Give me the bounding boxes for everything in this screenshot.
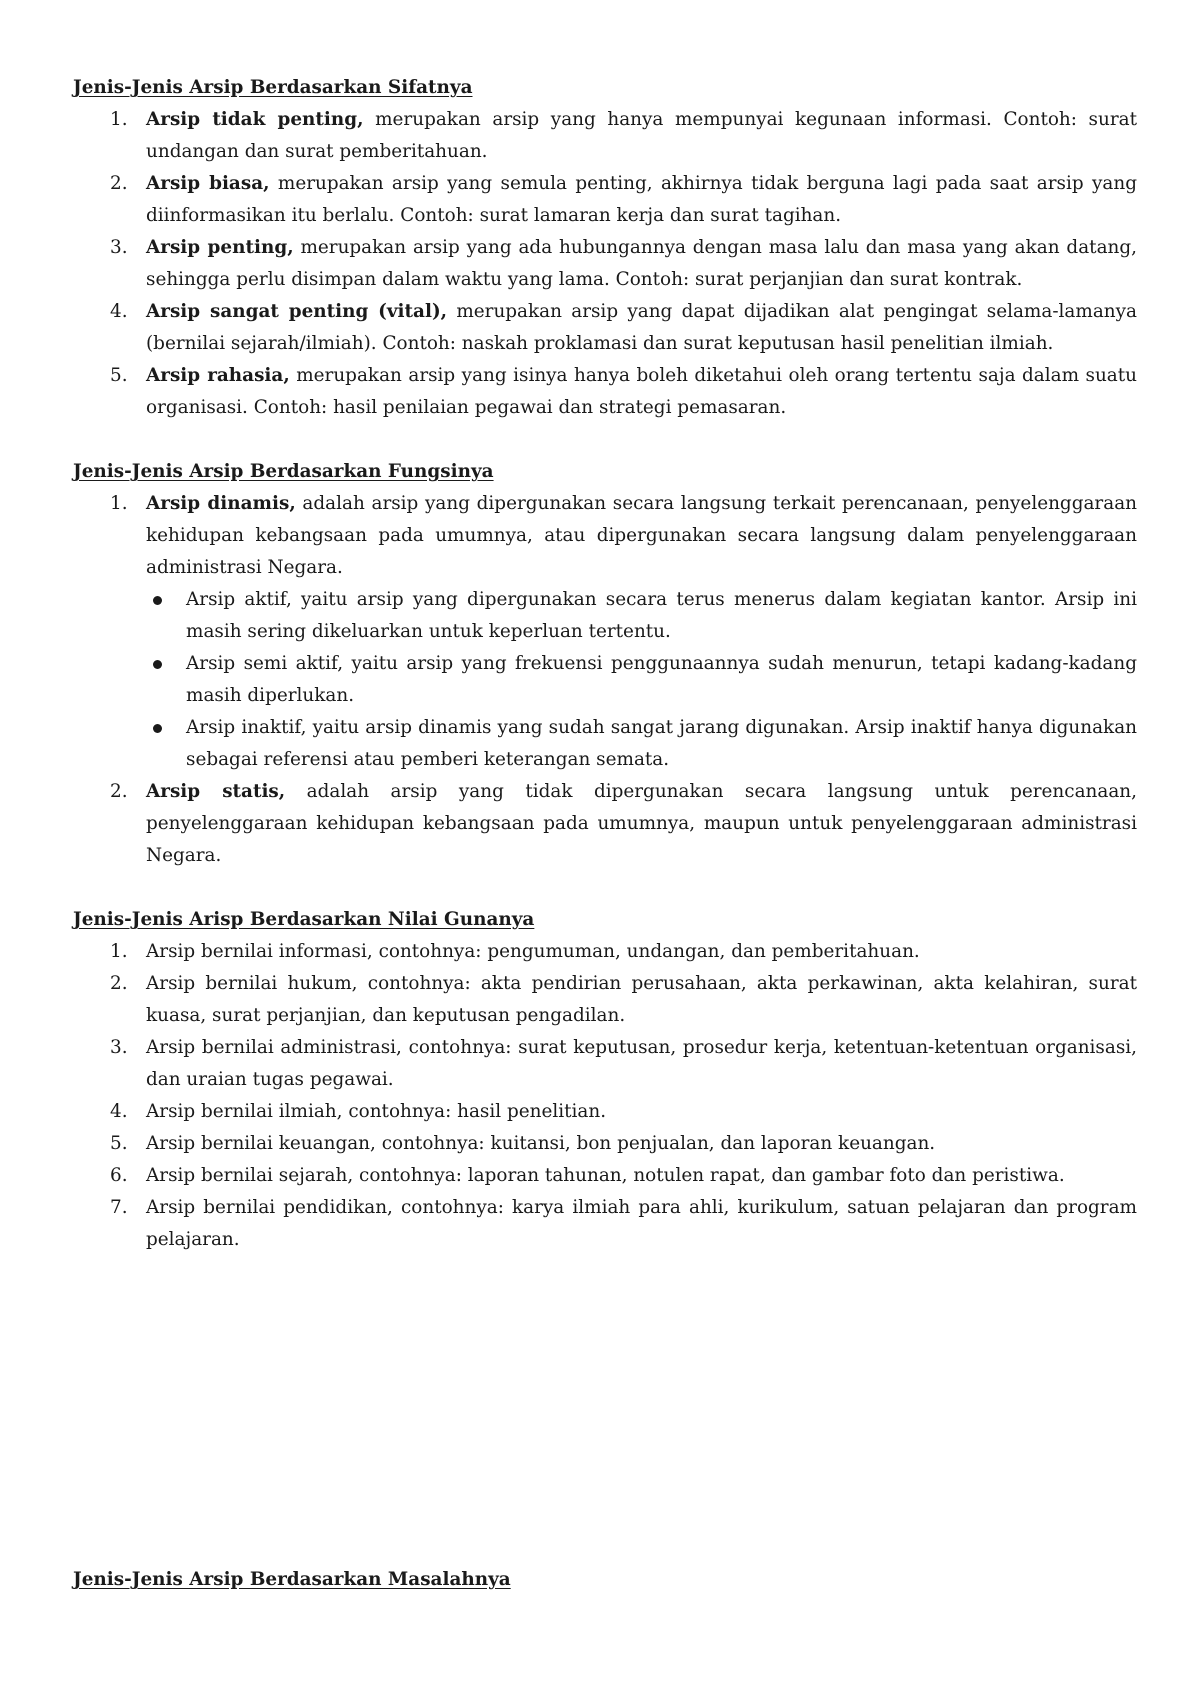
item-number: 3. bbox=[110, 1037, 128, 1058]
list-item bbox=[73, 1192, 1137, 1256]
item-number: 6. bbox=[110, 1165, 128, 1186]
item-text: merupakan arsip yang semula penting, akhirnya tidak berguna lagi pada saat arsip yang diinformasikan itu berlalu. Contoh: surat lamaran kerja dan surat tagihan. bbox=[146, 173, 1137, 226]
item-text: adalah arsip yang dipergunakan secara langsung terkait perencanaan, penyelenggaraan kehidupan kebangsaan pada umumnya, atau dipergunakan secara langsung dalam penyelenggaraan administrasi Negara. bbox=[146, 493, 1137, 578]
bullet-text: Arsip semi aktif, yaitu arsip yang frekuensi penggunaannya sudah menurun, tetapi kadang-kadang masih diperlukan. bbox=[186, 653, 1137, 706]
section-title: Jenis-Jenis Arisp Berdasarkan Nilai Gunanya bbox=[73, 909, 535, 930]
item-text: Arsip bernilai administrasi, contohnya: surat keputusan, prosedur kerja, ketentuan-ketentuan organisasi, dan uraian tugas pegawai. bbox=[146, 1037, 1137, 1090]
item-text: Arsip bernilai pendidikan, contohnya: karya ilmiah para ahli, kurikulum, satuan pelajaran dan program pelajaran. bbox=[146, 1197, 1137, 1250]
item-text: merupakan arsip yang hanya mempunyai kegunaan informasi. Contoh: surat undangan dan surat pemberitahuan. bbox=[146, 109, 1137, 162]
numbered-list bbox=[73, 104, 1137, 424]
list-item bbox=[73, 360, 1137, 424]
section-title: Jenis-Jenis Arsip Berdasarkan Masalahnya bbox=[73, 1569, 511, 1590]
list-item bbox=[73, 968, 1137, 1032]
item-text: merupakan arsip yang dapat dijadikan alat pengingat selama-lamanya (bernilai sejarah/ilmiah). Contoh: naskah proklamasi dan surat keputusan hasil penelitian ilmiah. bbox=[146, 301, 1137, 354]
item-term: Arsip statis, bbox=[146, 781, 286, 802]
list-item bbox=[73, 1032, 1137, 1096]
item-text: merupakan arsip yang ada hubungannya dengan masa lalu dan masa yang akan datang, sehingga perlu disimpan dalam waktu yang lama. Contoh: surat perjanjian dan surat kontrak. bbox=[146, 237, 1137, 290]
item-text: Arsip bernilai sejarah, contohnya: laporan tahunan, notulen rapat, dan gambar foto dan peristiwa. bbox=[146, 1165, 1065, 1186]
bullet-item bbox=[146, 584, 1137, 648]
section-title: Jenis-Jenis Arsip Berdasarkan Fungsinya bbox=[73, 461, 494, 482]
item-text: Arsip bernilai informasi, contohnya: pengumuman, undangan, dan pemberitahuan. bbox=[146, 941, 920, 962]
item-number: 2. bbox=[110, 781, 128, 802]
list-item bbox=[73, 168, 1137, 232]
item-text: Arsip bernilai keuangan, contohnya: kuitansi, bon penjualan, dan laporan keuangan. bbox=[146, 1133, 936, 1154]
list-item bbox=[73, 776, 1137, 872]
item-text: adalah arsip yang tidak dipergunakan secara langsung untuk perencanaan, penyelenggaraan kehidupan kebangsaan pada umumnya, maupun untuk penyelenggaraan administrasi Negara. bbox=[146, 781, 1137, 866]
item-number: 5. bbox=[110, 1133, 128, 1154]
bullet-list bbox=[146, 584, 1137, 776]
bullet-text: Arsip inaktif, yaitu arsip dinamis yang sudah sangat jarang digunakan. Arsip inaktif hanya digunakan sebagai referensi atau pemberi keterangan semata. bbox=[186, 717, 1137, 770]
section-title: Jenis-Jenis Arsip Berdasarkan Sifatnya bbox=[73, 77, 473, 98]
section-sifat bbox=[73, 72, 1137, 424]
item-number: 4. bbox=[110, 301, 128, 322]
list-item bbox=[73, 488, 1137, 776]
section-masalah bbox=[73, 1564, 1137, 1596]
item-number: 5. bbox=[110, 365, 128, 386]
item-text: merupakan arsip yang isinya hanya boleh diketahui oleh orang tertentu saja dalam suatu organisasi. Contoh: hasil penilaian pegawai dan strategi pemasaran. bbox=[146, 365, 1137, 418]
item-number: 7. bbox=[110, 1197, 128, 1218]
item-number: 1. bbox=[110, 109, 128, 130]
item-number: 3. bbox=[110, 237, 128, 258]
list-item bbox=[73, 1096, 1137, 1128]
item-term: Arsip dinamis, bbox=[146, 493, 296, 514]
list-item bbox=[73, 104, 1137, 168]
item-text: Arsip bernilai hukum, contohnya: akta pendirian perusahaan, akta perkawinan, akta kelahiran, surat kuasa, surat perjanjian, dan keputusan pengadilan. bbox=[146, 973, 1137, 1026]
bullet-icon bbox=[153, 660, 162, 669]
item-number: 4. bbox=[110, 1101, 128, 1122]
bullet-icon bbox=[153, 596, 162, 605]
item-text: Arsip bernilai ilmiah, contohnya: hasil penelitian. bbox=[146, 1101, 607, 1122]
bullet-item bbox=[146, 648, 1137, 712]
list-item bbox=[73, 936, 1137, 968]
section-nilai-guna bbox=[73, 904, 1137, 1256]
item-number: 2. bbox=[110, 973, 128, 994]
bullet-item bbox=[146, 712, 1137, 776]
list-item bbox=[73, 296, 1137, 360]
item-term: Arsip biasa, bbox=[146, 173, 270, 194]
blank-space bbox=[73, 1288, 1137, 1564]
item-term: Arsip penting, bbox=[146, 237, 294, 258]
bullet-icon bbox=[153, 724, 162, 733]
list-item bbox=[73, 232, 1137, 296]
item-number: 2. bbox=[110, 173, 128, 194]
numbered-list bbox=[73, 488, 1137, 872]
item-term: Arsip rahasia, bbox=[146, 365, 290, 386]
section-fungsi bbox=[73, 456, 1137, 872]
list-item bbox=[73, 1128, 1137, 1160]
list-item bbox=[73, 1160, 1137, 1192]
item-term: Arsip sangat penting (vital), bbox=[146, 301, 448, 322]
item-term: Arsip tidak penting, bbox=[146, 109, 364, 130]
item-number: 1. bbox=[110, 493, 128, 514]
bullet-text: Arsip aktif, yaitu arsip yang dipergunakan secara terus menerus dalam kegiatan kantor. Arsip ini masih sering dikeluarkan untuk keperluan tertentu. bbox=[186, 589, 1137, 642]
numbered-list bbox=[73, 936, 1137, 1256]
item-number: 1. bbox=[110, 941, 128, 962]
document-page bbox=[73, 72, 1137, 1628]
